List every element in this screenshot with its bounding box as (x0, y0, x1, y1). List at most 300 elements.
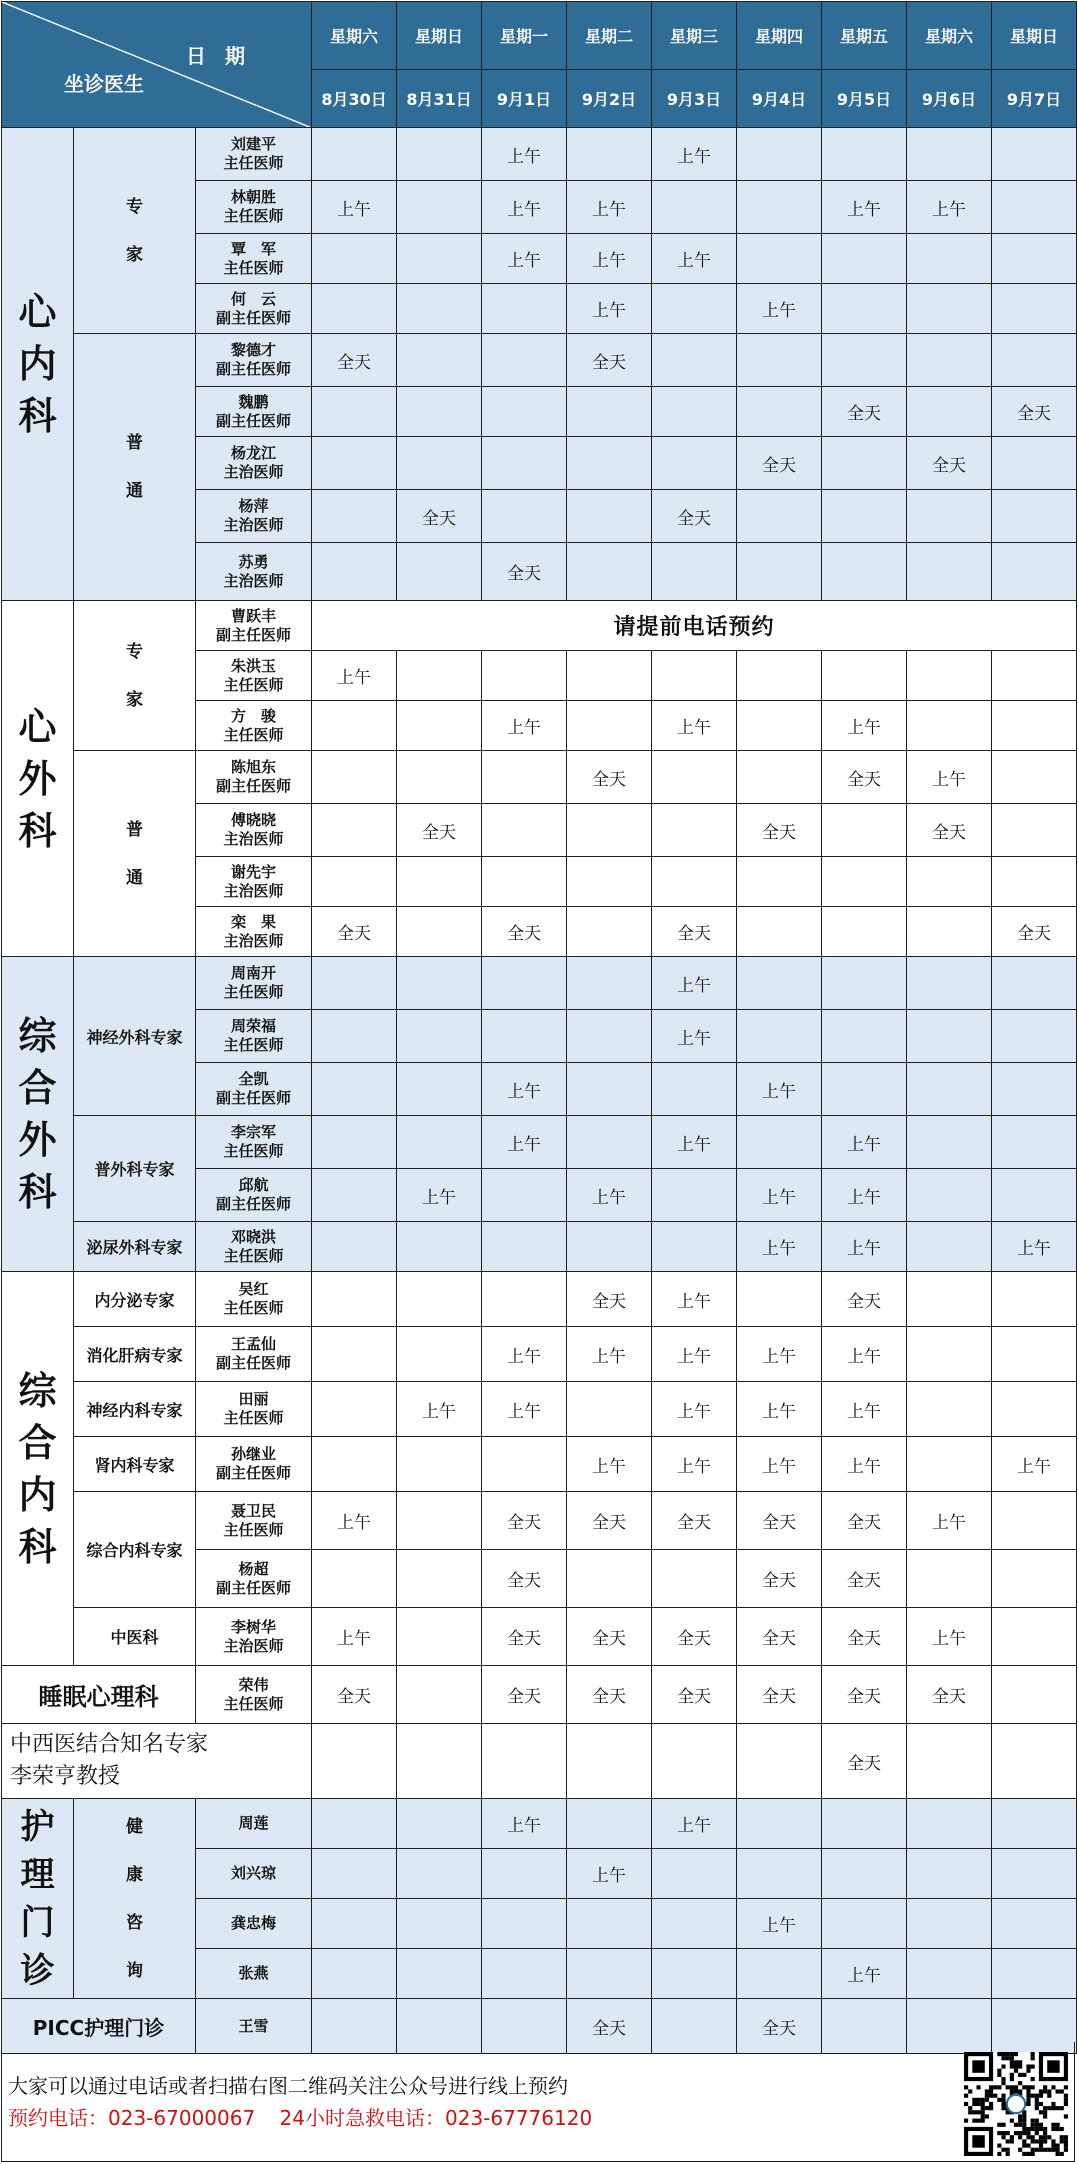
doctor-name: 刘建平 (231, 135, 277, 153)
schedule-cell (312, 1272, 397, 1327)
schedule-cell (312, 701, 397, 751)
schedule-cell (397, 1608, 482, 1666)
doctor-name: 魏鹏 (238, 392, 269, 411)
schedule-cell (992, 1327, 1077, 1382)
doctor-name: 杨超 (238, 1559, 269, 1578)
schedule-cell: 上午 (992, 1222, 1077, 1272)
schedule-cell (737, 1010, 822, 1063)
schedule-cell (652, 751, 737, 804)
schedule-cell (822, 1063, 907, 1116)
schedule-cell: 全天 (652, 1666, 737, 1724)
doctor-title: 主任医师 (223, 1142, 284, 1160)
schedule-cell (652, 284, 737, 334)
emergency-phone: 24小时急救电话：023-67776120 (279, 2106, 593, 2130)
doctor-title: 主治医师 (223, 571, 284, 590)
schedule-cell (567, 1116, 652, 1169)
schedule-cell (312, 1382, 397, 1437)
schedule-cell (397, 234, 482, 284)
schedule-cell: 上午 (567, 1437, 652, 1492)
doctor-name: 李宗军 (231, 1123, 277, 1141)
schedule-cell (992, 1492, 1077, 1550)
schedule-cell (567, 957, 652, 1010)
schedule-cell: 全天 (992, 907, 1077, 957)
schedule-cell (992, 1799, 1077, 1849)
schedule-cell: 上午 (652, 957, 737, 1010)
doctor-title: 主任医师 (223, 675, 284, 694)
subgroup-miniaowai: 泌尿外科专家 (74, 1222, 196, 1272)
doctor-name: 覃 军 (231, 239, 277, 258)
schedule-cell (397, 1949, 482, 1999)
schedule-cell (312, 804, 397, 857)
schedule-cell (992, 804, 1077, 857)
schedule-cell: 全天 (652, 1492, 737, 1550)
department-zonghewaike: 综 合 外 科 (2, 957, 74, 1272)
schedule-cell: 上午 (652, 1272, 737, 1327)
date-header: 9月1日 (482, 70, 567, 128)
schedule-cell (907, 701, 992, 751)
schedule-cell (397, 651, 482, 701)
schedule-cell (822, 1899, 907, 1949)
subgroup-puwai: 普外科专家 (74, 1116, 196, 1222)
schedule-cell (907, 1169, 992, 1222)
schedule-cell (312, 957, 397, 1010)
date-header: 8月31日 (397, 70, 482, 128)
doctor-cell (196, 437, 312, 490)
schedule-cell (312, 387, 397, 437)
schedule-cell: 上午 (312, 181, 397, 234)
schedule-cell (907, 1272, 992, 1327)
schedule-cell (992, 1949, 1077, 1999)
doctor-title: 副主任医师 (216, 1464, 292, 1482)
doctor-cell (196, 1382, 312, 1437)
schedule-cell (652, 437, 737, 490)
doctor-title: 主治医师 (223, 931, 284, 950)
schedule-cell: 上午 (567, 284, 652, 334)
schedule-cell: 上午 (907, 1492, 992, 1550)
schedule-cell (397, 181, 482, 234)
schedule-cell: 上午 (482, 701, 567, 751)
date-header: 9月4日 (737, 70, 822, 128)
schedule-cell: 上午 (567, 1849, 652, 1899)
schedule-cell: 上午 (737, 1899, 822, 1949)
schedule-cell (312, 284, 397, 334)
department-zongheneike: 综 合 内 科 (2, 1272, 74, 1666)
doctor-title: 副主任医师 (216, 411, 292, 430)
schedule-cell: 全天 (567, 751, 652, 804)
schedule-cell (907, 1550, 992, 1608)
doctor-cell (196, 651, 312, 701)
schedule-cell: 全天 (737, 804, 822, 857)
schedule-cell: 上午 (822, 701, 907, 751)
doctor-name: 林朝胜 (231, 188, 277, 206)
schedule-cell (482, 334, 567, 387)
doctor-title: 主治医师 (223, 881, 284, 900)
schedule-cell: 全天 (737, 437, 822, 490)
schedule-cell: 全天 (652, 907, 737, 957)
schedule-cell: 上午 (397, 1169, 482, 1222)
schedule-cell (822, 907, 907, 957)
doctor-cell (196, 1666, 312, 1724)
doctor-cell (196, 957, 312, 1010)
schedule-cell (397, 1550, 482, 1608)
schedule-cell (822, 1849, 907, 1899)
doctor-cell (196, 1608, 312, 1666)
schedule-cell (312, 543, 397, 601)
schedule-table (1, 1, 1077, 2054)
department-huli: 护 理 门 诊 (2, 1799, 74, 1999)
schedule-cell: 全天 (482, 543, 567, 601)
schedule-cell: 全天 (482, 1492, 567, 1550)
schedule-cell (312, 1949, 397, 1999)
schedule-cell: 上午 (737, 1063, 822, 1116)
doctor-name: 王雪 (238, 2016, 269, 2035)
schedule-cell: 上午 (652, 1010, 737, 1063)
schedule-cell: 上午 (652, 234, 737, 284)
schedule-cell (397, 1849, 482, 1899)
schedule-cell: 上午 (652, 128, 737, 181)
doctor-title: 主治医师 (223, 516, 284, 534)
schedule-cell (567, 1949, 652, 1999)
doctor-cell (196, 1899, 312, 1949)
schedule-cell (312, 1063, 397, 1116)
doctor-title: 副主任医师 (216, 625, 292, 644)
doctor-cell (196, 1550, 312, 1608)
schedule-cell (482, 1272, 567, 1327)
doctor-axis-label: 坐诊医生 (64, 72, 144, 96)
schedule-cell: 全天 (822, 1666, 907, 1724)
schedule-cell (737, 334, 822, 387)
department-xinwaike: 心 外 科 (2, 601, 74, 957)
doctor-title: 副主任医师 (216, 1089, 292, 1107)
schedule-cell: 上午 (652, 1799, 737, 1849)
doctor-name: 陈旭东 (231, 758, 277, 776)
doctor-name: 朱洪玉 (231, 656, 277, 675)
schedule-cell: 全天 (822, 1608, 907, 1666)
doctor-cell (196, 751, 312, 804)
schedule-cell (397, 857, 482, 907)
doctor-title: 主任医师 (223, 1409, 284, 1427)
schedule-cell (397, 957, 482, 1010)
doctor-name: 傅晓晓 (231, 811, 277, 829)
schedule-cell (992, 1550, 1077, 1608)
schedule-cell (482, 387, 567, 437)
schedule-cell (312, 1222, 397, 1272)
weekday-header: 星期五 (822, 2, 907, 70)
schedule-cell (907, 1849, 992, 1899)
doctor-cell (196, 128, 312, 181)
schedule-cell (737, 1116, 822, 1169)
subgroup-zhuanjia: 专 家 (74, 601, 196, 751)
doctor-title: 副主任医师 (216, 308, 292, 327)
schedule-cell (907, 1222, 992, 1272)
schedule-cell (907, 334, 992, 387)
schedule-cell (907, 1382, 992, 1437)
schedule-cell: 全天 (567, 1272, 652, 1327)
doctor-cell (196, 907, 312, 957)
schedule-cell (992, 284, 1077, 334)
schedule-cell (822, 334, 907, 387)
schedule-cell (397, 1222, 482, 1272)
schedule-cell (992, 490, 1077, 543)
schedule-cell (992, 1169, 1077, 1222)
doctor-name: 方 骏 (231, 706, 277, 725)
schedule-cell (397, 1116, 482, 1169)
weekday-header: 星期三 (652, 2, 737, 70)
date-header: 8月30日 (312, 70, 397, 128)
schedule-cell (737, 181, 822, 234)
schedule-cell: 全天 (482, 1666, 567, 1724)
schedule-cell (312, 234, 397, 284)
schedule-cell: 全天 (822, 1724, 907, 1799)
schedule-cell (312, 1550, 397, 1608)
schedule-cell (397, 1272, 482, 1327)
subgroup-putong: 普 通 (74, 334, 196, 601)
schedule-cell (992, 234, 1077, 284)
doctor-cell (196, 1327, 312, 1382)
schedule-cell: 全天 (567, 1666, 652, 1724)
schedule-cell: 全天 (567, 1492, 652, 1550)
doctor-name: 龚忠梅 (231, 1914, 277, 1932)
schedule-cell: 全天 (312, 907, 397, 957)
doctor-name: 杨龙江 (231, 444, 277, 462)
schedule-cell (992, 437, 1077, 490)
schedule-cell (567, 1222, 652, 1272)
schedule-cell (907, 1063, 992, 1116)
schedule-cell (737, 751, 822, 804)
doctor-title: 主任医师 (223, 207, 284, 225)
schedule-cell (397, 701, 482, 751)
schedule-cell: 上午 (312, 1608, 397, 1666)
schedule-cell (992, 1116, 1077, 1169)
schedule-cell (737, 957, 822, 1010)
schedule-cell (822, 284, 907, 334)
schedule-cell (482, 857, 567, 907)
schedule-cell: 上午 (397, 1382, 482, 1437)
corner-header (2, 2, 312, 128)
schedule-cell (482, 1949, 567, 1999)
schedule-cell (567, 1899, 652, 1949)
weekday-header: 星期日 (992, 2, 1077, 70)
doctor-cell (196, 1437, 312, 1492)
schedule-cell (482, 957, 567, 1010)
schedule-cell (992, 1849, 1077, 1899)
subgroup-shennei: 肾内科专家 (74, 1437, 196, 1492)
weekday-header: 星期六 (907, 2, 992, 70)
doctor-cell (196, 1116, 312, 1169)
schedule-cell (992, 1666, 1077, 1724)
schedule-cell (737, 907, 822, 957)
schedule-cell: 上午 (482, 234, 567, 284)
weekday-header: 星期日 (397, 2, 482, 70)
schedule-cell: 上午 (822, 1116, 907, 1169)
schedule-cell: 全天 (652, 1608, 737, 1666)
doctor-name: 邱航 (238, 1176, 269, 1194)
schedule-cell: 全天 (822, 751, 907, 804)
subgroup-shenjingwai: 神经外科专家 (74, 957, 196, 1116)
schedule-cell (567, 651, 652, 701)
schedule-cell (312, 437, 397, 490)
doctor-name: 周南开 (231, 964, 277, 982)
doctor-cell (196, 234, 312, 284)
schedule-cell (482, 1437, 567, 1492)
schedule-cell: 上午 (737, 1222, 822, 1272)
date-header: 9月3日 (652, 70, 737, 128)
doctor-cell (196, 543, 312, 601)
schedule-cell: 上午 (822, 1949, 907, 1999)
schedule-cell: 全天 (822, 387, 907, 437)
expert-title: 中西医结合知名专家 (10, 1732, 209, 1757)
schedule-cell (312, 1899, 397, 1949)
schedule-cell: 全天 (737, 1666, 822, 1724)
schedule-cell: 上午 (567, 181, 652, 234)
doctor-cell (196, 1492, 312, 1550)
schedule-cell (397, 1327, 482, 1382)
schedule-cell (397, 1063, 482, 1116)
schedule-cell: 全天 (567, 1608, 652, 1666)
schedule-cell (312, 1724, 397, 1799)
schedule-cell (992, 1010, 1077, 1063)
schedule-cell (397, 437, 482, 490)
doctor-cell (196, 1010, 312, 1063)
doctor-title: 主任医师 (223, 725, 284, 744)
schedule-cell: 上午 (482, 1382, 567, 1437)
schedule-cell (907, 957, 992, 1010)
schedule-cell (397, 907, 482, 957)
schedule-cell (907, 1327, 992, 1382)
doctor-title: 主任医师 (223, 1694, 284, 1713)
subgroup-xiaohua: 消化肝病专家 (74, 1327, 196, 1382)
schedule-cell (312, 751, 397, 804)
schedule-cell (652, 1063, 737, 1116)
doctor-cell (196, 1169, 312, 1222)
doctor-name: 曹跃丰 (231, 606, 277, 625)
doctor-cell (196, 181, 312, 234)
schedule-cell: 上午 (822, 181, 907, 234)
schedule-cell (397, 1799, 482, 1849)
schedule-cell (397, 128, 482, 181)
schedule-cell (312, 1437, 397, 1492)
schedule-cell (312, 490, 397, 543)
schedule-cell (652, 1169, 737, 1222)
date-header: 9月5日 (822, 70, 907, 128)
doctor-name: 田丽 (238, 1390, 269, 1408)
schedule-cell (312, 1849, 397, 1899)
schedule-cell: 上午 (737, 1382, 822, 1437)
schedule-cell: 上午 (822, 1382, 907, 1437)
schedule-cell (567, 857, 652, 907)
schedule-cell (822, 490, 907, 543)
schedule-cell (567, 701, 652, 751)
schedule-cell: 全天 (482, 1608, 567, 1666)
footer-note: 大家可以通过电话或者扫描右图二维码关注公众号进行线上预约 (8, 2074, 568, 2098)
appointment-note: 请提前电话预约 (312, 601, 1077, 651)
subgroup-putong: 普 通 (74, 751, 196, 957)
schedule-cell (397, 1437, 482, 1492)
schedule-cell: 上午 (907, 1608, 992, 1666)
doctor-cell (196, 1799, 312, 1849)
schedule-cell: 上午 (312, 1492, 397, 1550)
expert-label (2, 1724, 312, 1799)
schedule-cell (312, 128, 397, 181)
schedule-cell: 上午 (822, 1327, 907, 1382)
schedule-cell (907, 284, 992, 334)
schedule-cell (482, 1849, 567, 1899)
schedule-cell: 上午 (482, 128, 567, 181)
schedule-cell: 上午 (652, 701, 737, 751)
schedule-cell (737, 490, 822, 543)
doctor-name: 李树华 (231, 1617, 277, 1636)
schedule-cell (397, 334, 482, 387)
schedule-cell (992, 957, 1077, 1010)
doctor-name: 何 云 (231, 289, 277, 308)
schedule-cell (737, 387, 822, 437)
schedule-cell (312, 1010, 397, 1063)
date-axis-label: 日 期 (186, 44, 252, 68)
schedule-cell (397, 1724, 482, 1799)
picc-clinic-label: PICC护理门诊 (2, 1999, 196, 2054)
schedule-cell (907, 651, 992, 701)
schedule-cell: 全天 (737, 1999, 822, 2054)
department-shuimian: 睡眠心理科 (2, 1666, 196, 1724)
subgroup-zonghenei: 综合内科专家 (74, 1492, 196, 1608)
schedule-cell (482, 284, 567, 334)
schedule-cell: 上午 (652, 1327, 737, 1382)
schedule-cell (907, 907, 992, 957)
schedule-cell: 全天 (312, 1666, 397, 1724)
schedule-cell (652, 1849, 737, 1899)
schedule-cell: 全天 (397, 804, 482, 857)
schedule-cell (652, 543, 737, 601)
schedule-cell: 全天 (822, 1492, 907, 1550)
schedule-cell (312, 1169, 397, 1222)
schedule-cell (822, 543, 907, 601)
doctor-cell (196, 1849, 312, 1899)
schedule-cell (312, 1799, 397, 1849)
schedule-cell (737, 128, 822, 181)
diagonal-line (2, 2, 312, 128)
date-header: 9月6日 (907, 70, 992, 128)
subgroup-shenjingnei: 神经内科专家 (74, 1382, 196, 1437)
footer (1, 2042, 1075, 2162)
doctor-name: 杨萍 (238, 497, 269, 515)
schedule-cell (652, 804, 737, 857)
schedule-cell: 全天 (992, 387, 1077, 437)
doctor-title: 副主任医师 (216, 1578, 292, 1597)
weekday-header: 星期四 (737, 2, 822, 70)
schedule-cell (907, 1437, 992, 1492)
doctor-title: 主任医师 (223, 983, 284, 1001)
schedule-cell (907, 1899, 992, 1949)
doctor-cell (196, 1949, 312, 1999)
schedule-cell (907, 1116, 992, 1169)
doctor-name: 聂卫民 (231, 1501, 277, 1520)
schedule-cell (652, 1899, 737, 1949)
schedule-cell (822, 857, 907, 907)
doctor-title: 主任医师 (223, 1299, 284, 1317)
schedule-cell (907, 1799, 992, 1849)
schedule-cell (907, 1949, 992, 1999)
appointment-phone: 预约电话：023-67000067 (8, 2106, 256, 2130)
schedule-cell: 上午 (482, 181, 567, 234)
department-xinneike: 心 内 科 (2, 128, 74, 601)
schedule-cell (567, 1799, 652, 1849)
schedule-cell (907, 1010, 992, 1063)
schedule-cell (822, 128, 907, 181)
schedule-cell: 上午 (907, 181, 992, 234)
schedule-cell (567, 1010, 652, 1063)
schedule-cell (652, 334, 737, 387)
schedule-cell (397, 751, 482, 804)
